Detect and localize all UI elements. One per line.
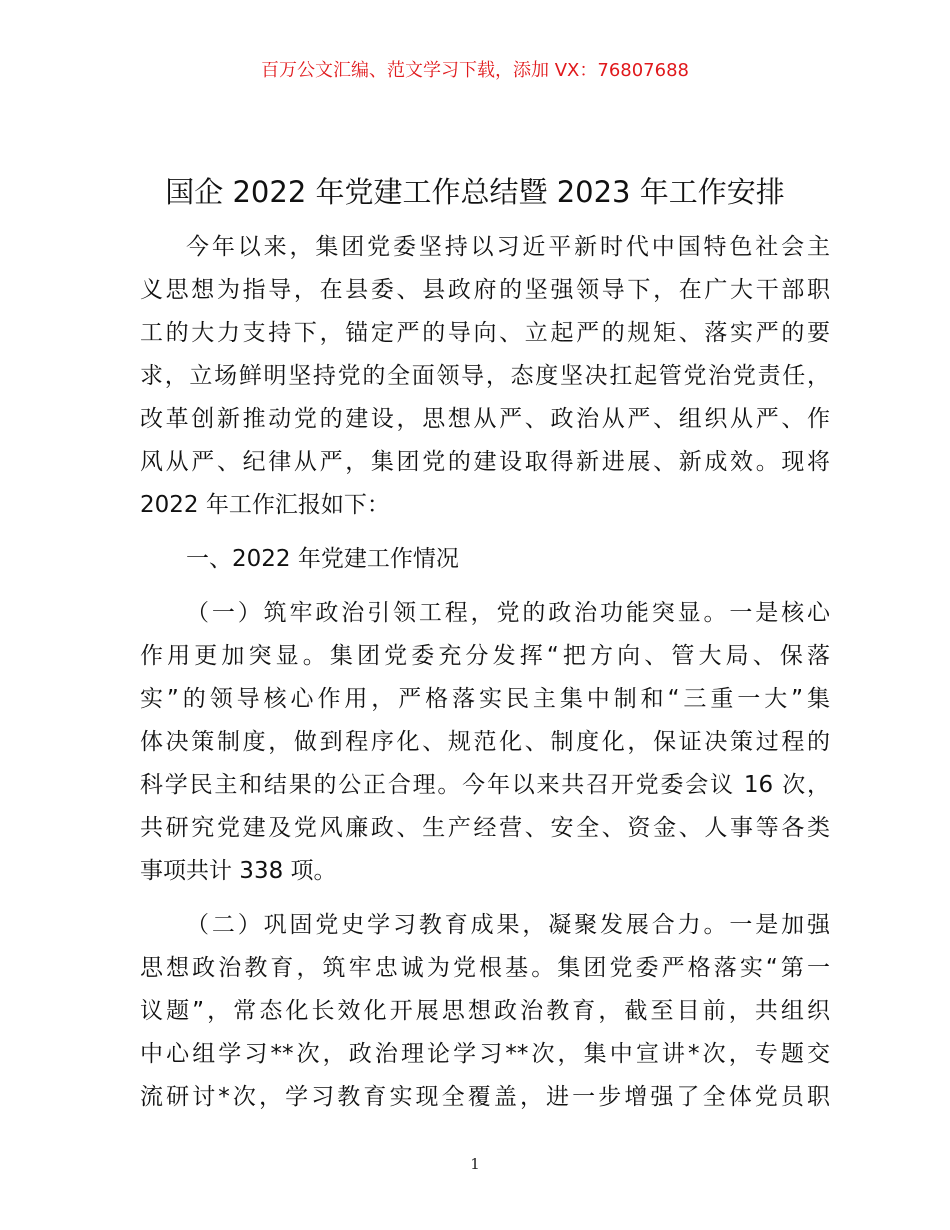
paragraph-line: 中心组学习**次，政治理论学习**次，集中宣讲*次，专题交 (140, 1041, 830, 1067)
paragraph-line: 思想政治教育，筑牢忠诚为党根基。集团党委严格落实“第一 (140, 955, 830, 981)
watermark-banner: 百万公文汇编、范文学习下载，添加 VX：76807688 (261, 60, 689, 81)
section-heading: 一、2022 年党建工作情况 (186, 546, 459, 572)
paragraph-line: 共研究党建及党风廉政、生产经营、安全、资金、人事等各类 (140, 815, 830, 841)
paragraph-line: 体决策制度，做到程序化、规范化、制度化，保证决策过程的 (140, 729, 830, 755)
paragraph-line: 改革创新推动党的建设，思想从严、政治从严、组织从严、作 (140, 406, 830, 432)
paragraph-line: 实”的领导核心作用，严格落实民主集中制和“三重一大”集 (140, 686, 830, 712)
document-title: 国企 2022 年党建工作总结暨 2023 年工作安排 (165, 175, 785, 209)
paragraph-line: 今年以来，集团党委坚持以习近平新时代中国特色社会主 (186, 234, 830, 260)
paragraph-line: 义思想为指导，在县委、县政府的坚强领导下，在广大干部职 (140, 277, 830, 303)
paragraph-line: 科学民主和结果的公正合理。今年以来共召开党委会议 16 次， (140, 772, 830, 798)
paragraph-line: 风从严、纪律从严，集团党的建设取得新进展、新成效。现将 (140, 449, 830, 475)
paragraph-line: 流研讨*次，学习教育实现全覆盖，进一步增强了全体党员职 (140, 1084, 830, 1110)
paragraph-line: 工的大力支持下，锚定严的导向、立起严的规矩、落实严的要 (140, 320, 830, 346)
paragraph-line: （二）巩固党史学习教育成果，凝聚发展合力。一是加强 (186, 912, 830, 938)
paragraph-line: 求，立场鲜明坚持党的全面领导，态度坚决扛起管党治党责任， (140, 363, 830, 389)
page-number: 1 (470, 1155, 480, 1173)
paragraph-line: （一）筑牢政治引领工程，党的政治功能突显。一是核心 (186, 600, 830, 626)
paragraph-line: 议题”，常态化长效化开展思想政治教育，截至目前，共组织 (140, 998, 830, 1024)
paragraph-line: 2022 年工作汇报如下： (140, 492, 390, 518)
paragraph-line: 作用更加突显。集团党委充分发挥“把方向、管大局、保落 (140, 643, 830, 669)
paragraph-line: 事项共计 338 项。 (140, 858, 337, 884)
